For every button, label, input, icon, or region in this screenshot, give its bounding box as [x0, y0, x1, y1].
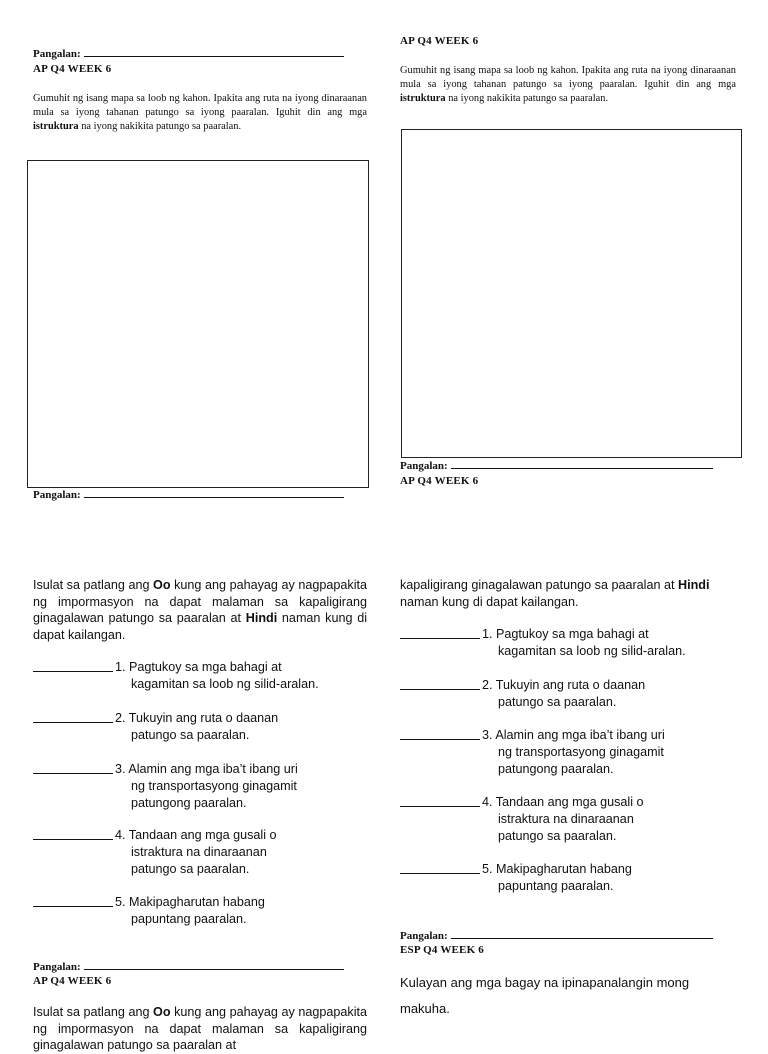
instruction-text: Isulat sa patlang ang: [33, 578, 154, 592]
week-title: ESP Q4 WEEK 6: [400, 944, 485, 956]
week-title: AP Q4 WEEK 6: [33, 63, 112, 75]
item-text-cont: ng transportasyong ginagamit: [131, 779, 297, 793]
instruction-text: Isulat sa patlang ang: [33, 1005, 154, 1019]
item-text: 1. Pagtukoy sa mga bahagi at: [115, 660, 282, 674]
instruction-text: naman kung di dapat kailangan.: [33, 611, 368, 642]
instruction-text: naman kung di dapat kailangan.: [400, 594, 579, 609]
name-field: [33, 961, 344, 973]
question-item-5: [400, 861, 730, 895]
item-text-cont: istraktura na dinaraanan: [131, 845, 267, 859]
oo-hindi-instruction-cont: [400, 577, 736, 610]
name-field: [400, 460, 713, 472]
esp-instruction-line: Kulayan ang mga bagay na ipinapanalangin mong: [400, 975, 690, 990]
item-text: 2. Tukuyin ang ruta o daanan: [482, 678, 646, 692]
item-text-cont: patungo sa paaralan.: [131, 862, 250, 876]
item-text: 4. Tandaan ang mga gusali o: [115, 828, 277, 842]
map-drawing-box[interactable]: [401, 129, 742, 458]
name-blank[interactable]: [84, 961, 344, 970]
instruction-bold: istruktura: [33, 121, 79, 133]
name-label: Pangalan:: [400, 460, 448, 472]
item-text-cont: patungong paaralan.: [498, 762, 614, 776]
item-text-cont: papuntang paaralan.: [498, 879, 614, 893]
name-blank[interactable]: [451, 460, 713, 469]
item-text-cont: patungong paaralan.: [131, 796, 247, 810]
item-text-cont: patungo sa paaralan.: [498, 829, 617, 843]
answer-blank[interactable]: [400, 689, 480, 690]
item-text-cont: kagamitan sa loob ng silid-aralan.: [131, 677, 319, 691]
oo-word: Oo: [153, 578, 171, 592]
name-blank[interactable]: [451, 930, 713, 939]
instruction-text: Gumuhit ng isang mapa sa loob ng kahon. Ipakita ang ruta na iyong dinaraanan mula sa iyong tahanan patungo sa iyong paaralan. Iguhit din ang mga: [400, 65, 736, 91]
item-text-cont: ng transportasyong ginagamit: [498, 745, 664, 759]
name-label: Pangalan:: [33, 961, 81, 973]
name-blank[interactable]: [84, 489, 344, 498]
oo-word: Oo: [153, 1005, 171, 1019]
instruction-text: kung ang pahayag ay nagpapakita ng impormasyon na dapat malaman sa kapaligirang ginagalawan patungo sa paaralan at: [33, 578, 367, 626]
item-text: 3. Alamin ang mga iba’t ibang uri: [482, 728, 665, 742]
answer-blank[interactable]: [33, 839, 113, 840]
week-title: AP Q4 WEEK 6: [400, 35, 479, 47]
name-label: Pangalan:: [400, 930, 448, 942]
item-text: 5. Makipagharutan habang: [482, 862, 632, 876]
answer-blank[interactable]: [400, 739, 480, 740]
instruction-bold: istruktura: [400, 93, 446, 105]
answer-blank[interactable]: [33, 906, 113, 907]
answer-blank[interactable]: [400, 806, 480, 807]
name-label: Pangalan:: [33, 48, 81, 60]
question-item-3: [33, 761, 363, 812]
answer-blank[interactable]: [33, 671, 113, 672]
question-item-3: [400, 727, 730, 778]
instruction-text: kung ang pahayag ay nagpapakita ng impormasyon na dapat malaman sa kapaligirang ginagalawan patungo sa paaralan at: [33, 1005, 367, 1053]
question-item-4: [33, 827, 363, 878]
instruction-text: kapaligirang ginagalawan patungo sa paaralan at: [400, 578, 678, 592]
answer-blank[interactable]: [400, 638, 480, 639]
item-text: 2. Tukuyin ang ruta o daanan: [115, 711, 279, 725]
item-text: 1. Pagtukoy sa mga bahagi at: [482, 627, 649, 641]
name-field: [33, 48, 344, 60]
item-text-cont: istraktura na dinaraanan: [498, 812, 634, 826]
map-drawing-box[interactable]: [27, 160, 369, 488]
week-title: AP Q4 WEEK 6: [33, 975, 112, 987]
oo-hindi-instruction: [33, 1004, 367, 1054]
item-text: 5. Makipagharutan habang: [115, 895, 265, 909]
name-label: Pangalan:: [33, 489, 81, 501]
hindi-word: Hindi: [677, 578, 710, 592]
question-item-5: [33, 894, 363, 928]
answer-blank[interactable]: [33, 773, 113, 774]
week-title: AP Q4 WEEK 6: [400, 475, 479, 487]
esp-instruction-line: makuha.: [400, 1001, 450, 1016]
item-text: 3. Alamin ang mga iba’t ibang uri: [115, 762, 298, 776]
question-item-2: [400, 677, 730, 711]
item-text-cont: patungo sa paaralan.: [131, 728, 250, 742]
map-instruction: [33, 92, 367, 135]
hindi-word: Hindi: [245, 611, 278, 626]
item-text-cont: kagamitan sa loob ng silid-aralan.: [498, 644, 686, 658]
item-text-cont: patungo sa paaralan.: [498, 695, 617, 709]
question-item-2: [33, 710, 363, 744]
question-item-1: [33, 659, 363, 693]
esp-instruction: [400, 970, 736, 1022]
item-text: 4. Tandaan ang mga gusali o: [482, 795, 644, 809]
instruction-text: Gumuhit ng isang mapa sa loob ng kahon. Ipakita ang ruta na iyong dinaraanan mula sa iyong tahanan patungo sa iyong paaralan. Iguhit din ang mga: [33, 93, 367, 119]
map-instruction: [400, 64, 736, 107]
name-field: [33, 489, 344, 501]
instruction-text: na iyong nakikita patungo sa paaralan.: [445, 93, 609, 105]
name-field: [400, 930, 713, 942]
answer-blank[interactable]: [33, 722, 113, 723]
name-blank[interactable]: [84, 48, 344, 57]
question-item-4: [400, 794, 730, 845]
oo-hindi-instruction: [33, 577, 367, 643]
answer-blank[interactable]: [400, 873, 480, 874]
item-text-cont: papuntang paaralan.: [131, 912, 247, 926]
question-item-1: [400, 626, 730, 660]
instruction-text: na iyong nakikita patungo sa paaralan.: [78, 121, 242, 133]
